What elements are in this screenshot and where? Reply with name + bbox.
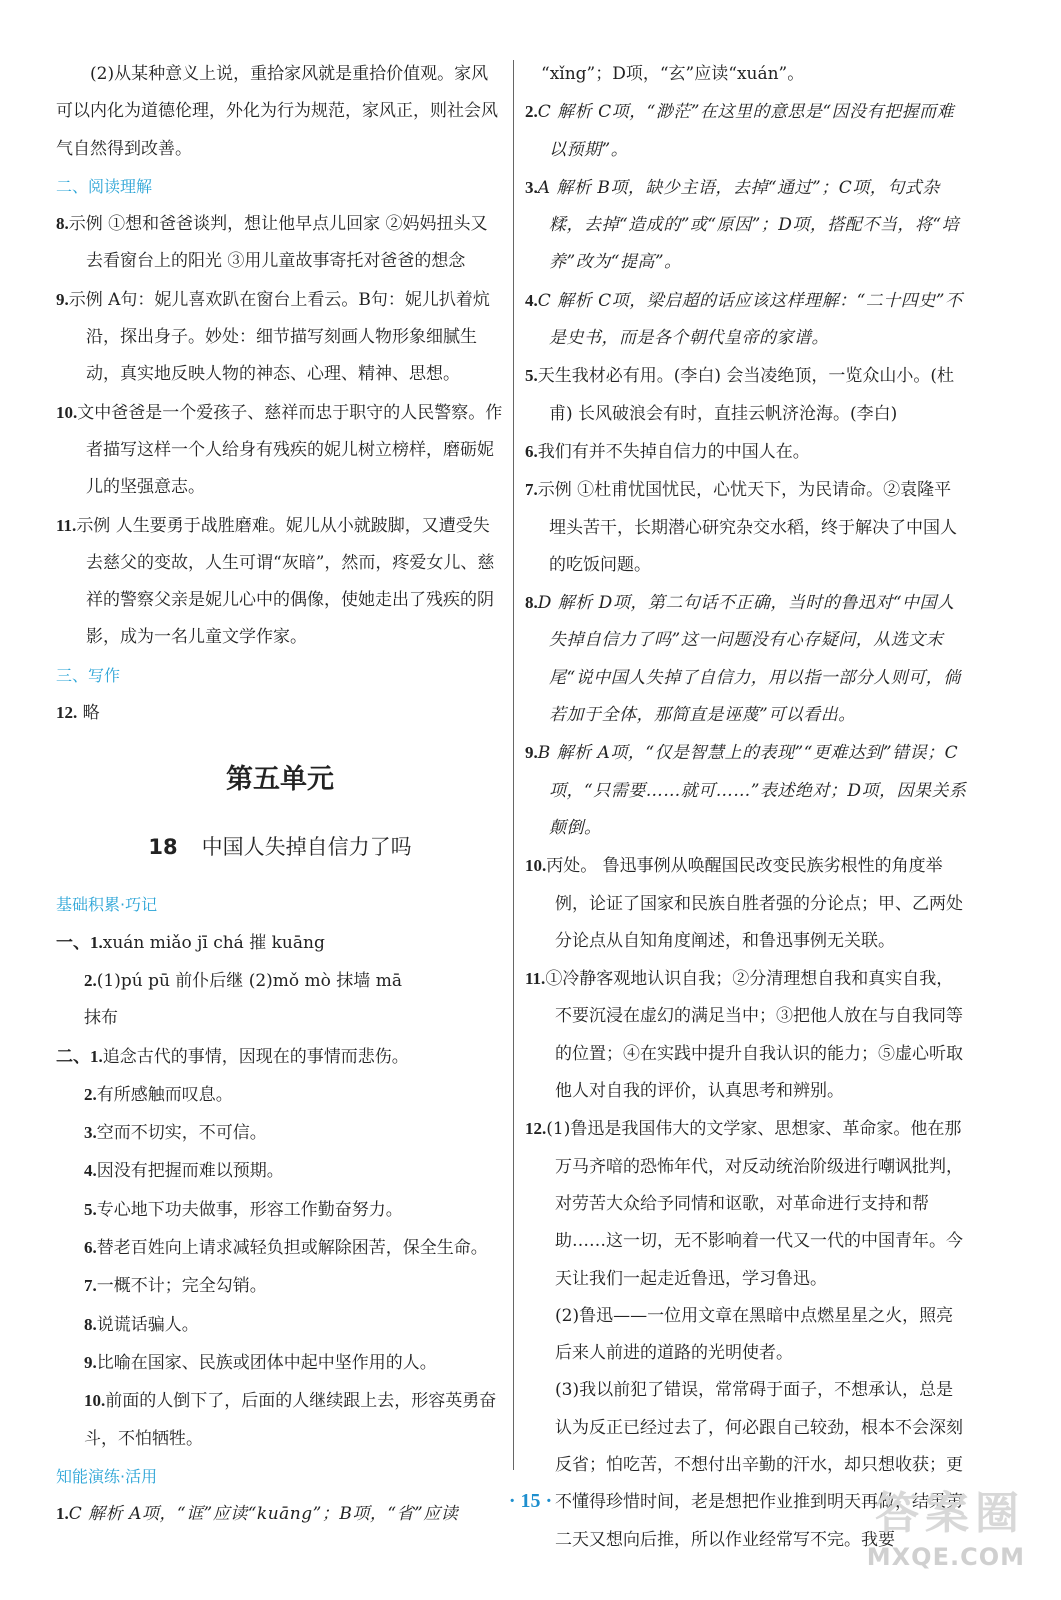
answer-number: 9. [56,289,69,309]
answer-number: 11. [525,969,546,989]
answer-text: C 解析 C项，“渺茫”在这里的意思是“因没有把握而难以预期”。 [537,102,955,160]
answer-number: 4. [84,1161,97,1181]
answer-text: 替老百姓向上请求减轻负担或解除困苦，保全生命。 [96,1238,488,1259]
answer-number: 1. [56,1504,69,1524]
answer-number: 10. [84,1391,106,1411]
skill-1-cont: “xǐng”；D项，“玄”应读“xuán”。 [541,64,805,84]
left-column [56,56,504,1533]
answer-text: (1)pú pū 前仆后继 (2)mǒ mò 抹墙 mā [96,970,402,991]
section-heading-writing: 三、写作 [56,665,121,685]
answer-number: 10. [56,402,78,422]
explain-5 [56,1191,504,1229]
explain-9 [56,1344,504,1382]
answer-number: 2. [525,102,538,122]
explain-3 [56,1114,504,1152]
section-heading-skill: 知能演练·活用 [56,1466,158,1486]
skill-4 [525,282,967,358]
answer-number: 7. [84,1276,97,1296]
answer-text: A 解析 B项，缺少主语，去掉“通过”；C项，句式杂糅，去掉“造成的”或“原因”；D项，搭配不当，将“培养”改为“提高”。 [537,177,960,273]
answer-text: 空而不切实，不可信。 [96,1123,267,1144]
answer-number: 12. [525,1119,547,1139]
answer-text: 示例 A句：妮儿喜欢趴在窗台上看云。B句：妮儿扒着炕沿，探出身子。妙处：细节描写刻画人物形象细腻生动，真实地反映人物的神态、心理、精神、思想。 [68,289,490,385]
answer-number: 6. [525,441,538,461]
answer-text: 文中爸爸是一个爱孩子、慈祥而忠于职守的人民警察。作者描写这样一个人给身有残疾的妮儿树立榜样，磨砺妮儿的坚强意志。 [77,402,503,498]
answer-number: 3. [525,177,538,197]
answer-text: 天生我材必有用。(李白) 会当凌绝顶，一览众山小。(杜甫) 长风破浪会有时，直挂云帆济沧海。(李白) [537,366,955,424]
answer-number: 2. [84,970,97,990]
skill-12-part2: (2)鲁迅——一位用文章在黑暗中点燃星星之火，照亮后来人前进的道路的光明使者。 [555,1305,954,1364]
lesson-name: 中国人失掉自信力了吗 [201,835,412,860]
answer-text: 专心地下功夫做事，形容工作勤奋努力。 [96,1199,403,1220]
answer-text: 比喻在国家、民族或团体中起中坚作用的人。 [96,1352,437,1373]
answer-10 [56,394,504,507]
answer-9 [56,281,504,394]
basic-2-cont: 抹布 [84,1008,118,1029]
explain-1 [56,1038,504,1076]
answer-text: xuán miǎo jī chá 摧 kuāng [102,932,325,953]
skill-7 [525,471,967,584]
answer-text: 一概不计；完全勾销。 [96,1276,267,1297]
lesson-number: 18 [148,835,178,860]
watermark-text: 答案圈 [875,1488,1025,1539]
answer-number: 3. [84,1123,97,1143]
answer-number: 4. [525,290,538,310]
skill-12-part3: (3)我以前犯了错误，常常碍于面子，不想承认，总是认为反正已经过去了，何必跟自己较劲，根本不会深刻反省；怕吃苦，不想付出辛勤的汗水，却只想收获；更不懂得珍惜时间，老是想把作业推到明天再做，结果第二天又想向后推，所以作业经常写不完。我要 [555,1380,963,1550]
explain-10 [56,1382,504,1458]
answer-number: 一、1. [56,932,103,952]
answer-text: 前面的人倒下了，后面的人继续跟上去，形容英勇奋斗，不怕牺牲。 [84,1391,497,1449]
skill-5 [525,357,967,433]
answer-text: B 解析 A项，“仅是智慧上的表现”“更难达到”错误；C项，“只需要……就可……”表述绝对；D项，因果关系颠倒。 [537,743,967,838]
answer-number: 9. [84,1352,97,1372]
skill-12 [525,1110,967,1297]
answer-text: 略 [82,703,100,724]
answer-number: 6. [84,1238,97,1258]
watermark-logo [865,1486,1025,1586]
answer-text: 示例 ①杜甫忧国忧民，心忧天下，为民请命。②袁隆平埋头苦干，长期潜心研究杂交水稻，终于解决了中国人的吃饭问题。 [537,480,957,575]
column-divider [513,60,514,1470]
explain-8 [56,1306,504,1344]
answer-number: 8. [56,214,69,234]
answer-text: 示例 ①想和爸爸谈判，想让他早点儿回家 ②妈妈扭头又去看窗台上的阳光 ③用儿童故事寄托对爸爸的想念 [68,214,488,272]
answer-number: 5. [525,366,538,386]
answer-text: (1)鲁迅是我国伟大的文学家、思想家、革命家。他在那万马齐喑的恐怖年代，对反动统治阶级进行嘲讽批判，对劳苦大众给予同情和讴歌，对革命进行支持和帮助……这一切，无不影响着一代又一代的中国青年。今天让我们一起走近鲁迅，学习鲁迅。 [546,1119,963,1289]
skill-8 [525,584,967,734]
answer-number: 2. [84,1084,97,1104]
basic-1 [56,924,504,962]
section-heading-reading: 二、阅读理解 [56,176,153,196]
answer-text: C 解析 A项，“诓”应读“kuāng”；B项，“省”应读 [68,1504,459,1525]
answer-number: 8. [525,593,538,613]
right-column [525,56,967,1559]
unit-title: 第五单元 [226,764,334,796]
answer-number: 8. [84,1314,97,1334]
page-number: · 15 · [508,1490,553,1512]
section-heading-basic: 基础积累·巧记 [56,895,158,915]
answer-number: 7. [525,480,538,500]
answer-number: 5. [84,1199,97,1219]
answer-text: 我们有并不失掉自信力的中国人在。 [537,441,810,462]
answer-text: 有所感触而叹息。 [96,1084,233,1105]
basic-2 [56,962,504,1000]
answer-text: 示例 人生要勇于战胜磨难。妮儿从小就跛脚，又遭受失去慈父的变故，人生可谓“灰暗”，然而，疼爱女儿、慈祥的警察父亲是妮儿心中的偶像，使她走出了残疾的阴影，成为一名儿童文学作家。 [76,515,495,648]
answer-text: 丙处。 鲁迅事例从唤醒国民改变民族劣根性的角度举例，论证了国家和民族自胜者强的分论点；甲、乙两处分论点从自知角度阐述，和鲁迅事例无关联。 [546,856,963,951]
answer-text: 说谎话骗人。 [96,1314,199,1335]
answer-number: 11. [56,515,77,535]
explain-7 [56,1267,504,1305]
skill-10 [525,847,967,960]
answer-text: D 解析 D项，第二句话不正确，当时的鲁迅对“中国人失掉自信力了吗”这一问题没有心存疑问，从选文末尾“说中国人失掉了自信力，用以指一部分人则可，倘若加于全体，那简直是诬蔑”可以看出。 [537,593,961,726]
explain-2 [56,1076,504,1114]
answer-11 [56,507,504,657]
skill-2 [525,93,967,169]
skill-11 [525,960,967,1110]
answer-number: 二、1. [56,1046,103,1066]
paragraph-family-values: (2)从某种意义上说，重拾家风就是重拾价值观。家风可以内化为道德伦理，外化为行为规范，家风正，则社会风气自然得到改善。 [56,64,498,159]
answer-12 [56,694,504,732]
answer-number: 12. [56,703,78,723]
lesson-title [56,830,504,864]
answer-number: 10. [525,856,547,876]
answer-number: 9. [525,743,538,763]
explain-4 [56,1152,504,1190]
answer-text: 追念古代的事情，因现在的事情而悲伤。 [102,1046,409,1067]
answer-8 [56,205,504,281]
skill-9 [525,734,967,847]
answer-text: 因没有把握而难以预期。 [96,1161,284,1182]
answer-text: C 解析 C项，梁启超的话应该这样理解：“二十四史”不是史书，而是各个朝代皇帝的家谱。 [537,290,963,349]
watermark-url: MXQE.COM [866,1543,1025,1571]
answer-text: ①冷静客观地认识自我；②分清理想自我和真实自我，不要沉浸在虚幻的满足当中；③把他人放在与自我同等的位置；④在实践中提升自我认识的能力；⑤虚心听取他人对自我的评价，认真思考和辨别。 [545,969,963,1102]
skill-3 [525,169,967,282]
explain-6 [56,1229,504,1267]
skill-6 [525,433,967,471]
